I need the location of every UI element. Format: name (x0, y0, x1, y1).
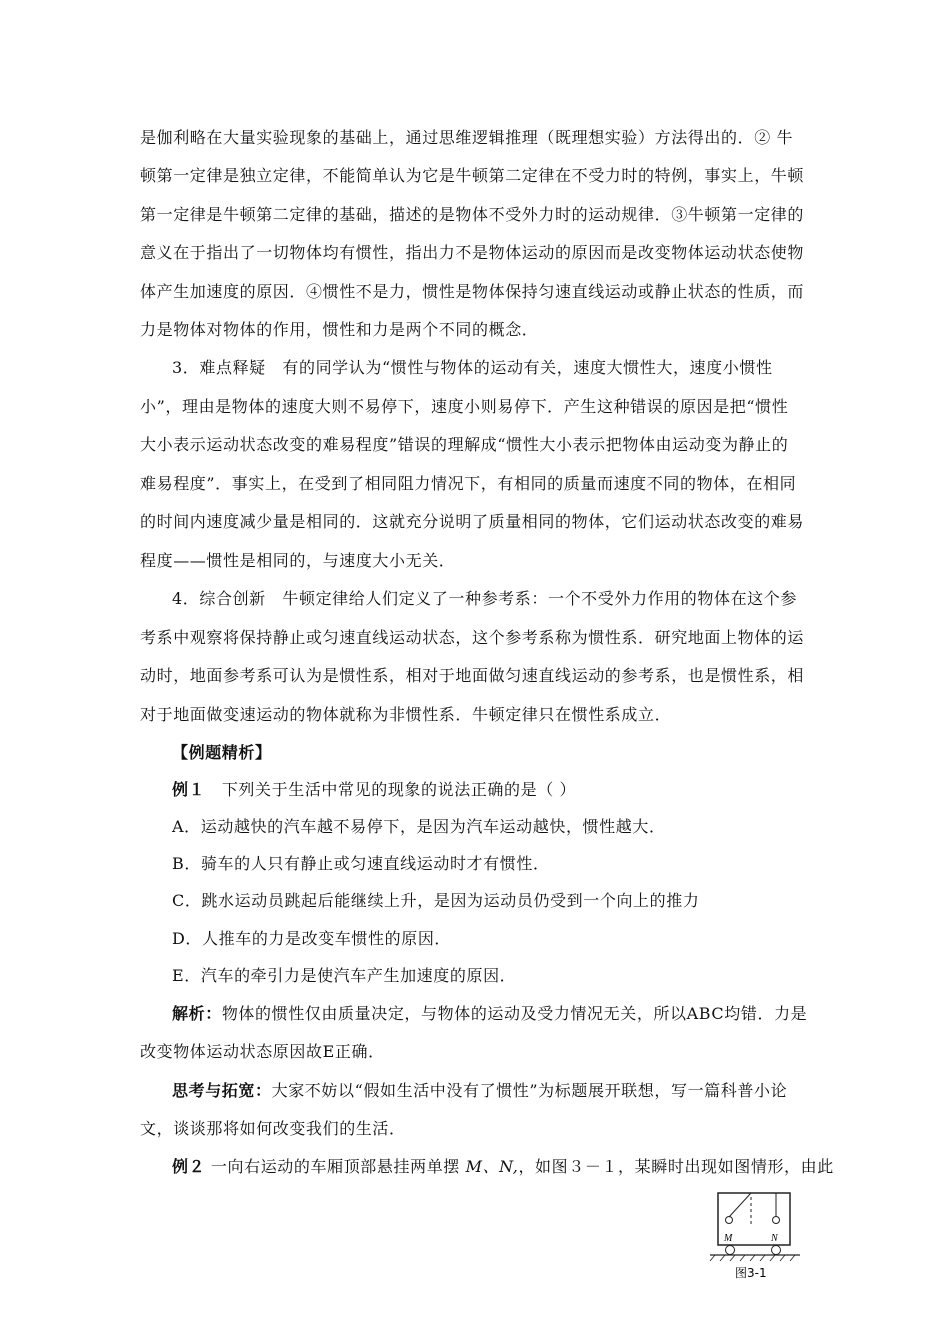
label-n: N (771, 1233, 778, 1244)
figure-caption: 图3-1 (735, 1266, 767, 1280)
pendulum-m-bob (726, 1217, 733, 1224)
paragraph-line: 的时间内速度减少量是相同的．这就充分说明了质量相同的物体，它们运动状态改变的难易 (140, 512, 805, 531)
analysis-line (172, 1004, 852, 1024)
paragraph-line: 力是物体对物体的作用，惯性和力是两个不同的概念． (140, 320, 539, 339)
paragraph-line: 4．综合创新 牛顿定律给人们定义了一种参考系：一个不受外力作用的物体在这个参 (172, 589, 797, 608)
example-1-question (172, 780, 852, 800)
paragraph-line: 是伽利略在大量实验现象的基础上，通过思维逻辑推理（既理想实验）方法得出的．② 牛 (140, 128, 794, 147)
question-text: 下列关于生活中常见的现象的说法正确的是（ ） (221, 780, 577, 799)
ground-hatching (710, 1255, 795, 1261)
analysis-text: 物体的惯性仅由质量决定，与物体的运动及受力情况无关，所以ABC均错．力是 (221, 1004, 808, 1023)
wheel-left (726, 1246, 735, 1255)
paragraph-line: 体产生加速度的原因．④惯性不是力，惯性是物体保持匀速直线运动或静止状态的性质，而 (140, 282, 805, 301)
option-c: C．跳水运动员跳起后能继续上升，是因为运动员仍受到一个向上的推力 (172, 891, 700, 910)
paragraph-line: 对于地面做变速运动的物体就称为非惯性系．牛顿定律只在惯性系成立． (140, 705, 672, 724)
option-b: B．骑车的人只有静止或匀速直线运动时才有惯性． (172, 854, 550, 873)
paragraph-line: 大小表示运动状态改变的难易程度”错误的理解成“惯性大小表示把物体由运动变为静止的 (140, 435, 789, 454)
paragraph-line: 意义在于指出了一切物体均有惯性，指出力不是物体运动的原因而是改变物体运动状态使物 (140, 243, 805, 262)
question-text-cont: ，如图３－１，某瞬时出现如图情形，由此 (518, 1157, 834, 1176)
paragraph-line: 第一定律是牛顿第二定律的基础，描述的是物体不受外力时的运动规律．③牛顿第一定律的 (140, 205, 805, 224)
figure-3-1 (705, 1175, 805, 1310)
think-label: 思考与拓宽： (172, 1081, 272, 1100)
paragraph-line: 小”，理由是物体的速度大则不易停下，速度小则易停下．产生这种错误的原因是把“惯性 (140, 397, 789, 416)
option-d: D．人推车的力是改变车惯性的原因． (172, 929, 452, 948)
pendulum-n-bob (773, 1217, 780, 1224)
example-label: 例２ (172, 1157, 206, 1176)
question-text: 一向右运动的车厢顶部悬挂两单摆 (210, 1157, 460, 1176)
paragraph-line: 动时，地面参考系可认为是惯性系，相对于地面做匀速直线运动的参考系，也是惯性系，相 (140, 666, 805, 685)
paragraph-line: 考系中观察将保持静止或匀速直线运动状态，这个参考系称为惯性系．研究地面上物体的运 (140, 628, 805, 647)
paragraph-line: 改变物体运动状态原因故E正确． (140, 1042, 385, 1061)
option-a: A．运动越快的汽车越不易停下，是因为汽车运动越快，惯性越大． (172, 817, 666, 836)
paragraph-line: 3．难点释疑 有的同学认为“惯性与物体的运动有关，速度大惯性大，速度小惯性 (172, 358, 773, 377)
wheel-right (772, 1246, 781, 1255)
label-m: M (724, 1233, 733, 1244)
paragraph-line: 程度——惯性是相同的，与速度大小无关． (140, 551, 456, 570)
paragraph-line: 文，谈谈那将如何改变我们的生活． (140, 1119, 406, 1138)
pendulum-m-string (729, 1193, 751, 1217)
paragraph-line: 顿第一定律是独立定律，不能简单认为它是牛顿第二定律在不受力时的特例，事实上，牛顿 (140, 166, 805, 185)
section-heading: 【例题精析】 (172, 743, 272, 762)
option-e: E．汽车的牵引力是使汽车产生加速度的原因． (172, 966, 517, 985)
pendulum-names: M、N, (465, 1157, 519, 1176)
think-text: 大家不妨以“假如生活中没有了惯性”为标题展开联想，写一篇科普小论 (271, 1081, 788, 1100)
analysis-label: 解析： (172, 1004, 222, 1023)
think-line (172, 1081, 852, 1101)
paragraph-line: 难易程度”．事实上，在受到了相同阻力情况下，有相同的质量而速度不同的物体，在相同 (140, 474, 797, 493)
example-label: 例１ (172, 780, 206, 799)
example-2-question (172, 1157, 852, 1177)
